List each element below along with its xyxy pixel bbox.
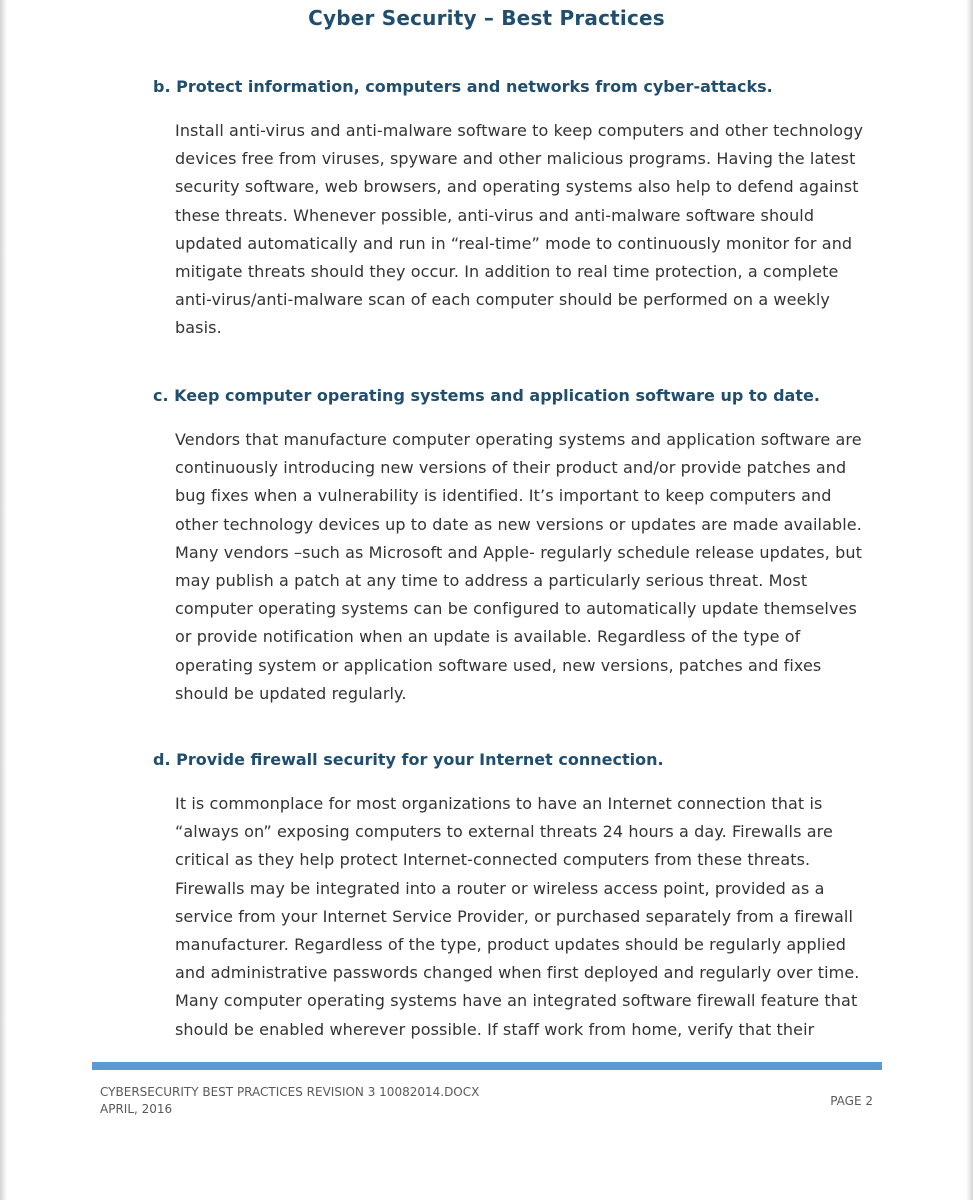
page-edge-right bbox=[966, 0, 973, 1200]
page-edge-left bbox=[0, 0, 7, 1200]
section-heading: b. Protect information, computers and networks from cyber-attacks. bbox=[153, 77, 773, 96]
section-heading: d. Provide firewall security for your Internet connection. bbox=[153, 750, 664, 769]
section-body: Vendors that manufacture computer operating systems and application software are continuously introducing new versions of their product and/or provide patches and bug fixes when a vulnerability is identified. It’s important to keep computers and other technology devices up to date as new versions or updates are made available. Many vendors –such as Microsoft and Apple- regularly schedule release updates, but may publish a patch at any time to address a particularly serious threat. Most computer operating systems can be configured to automatically update themselves or provide notification when an update is available. Regardless of the type of operating system or application software used, new versions, patches and fixes should be updated regularly. bbox=[175, 430, 862, 703]
section-body: It is commonplace for most organizations to have an Internet connection that is “always on” exposing computers to external threats 24 hours a day. Firewalls are critical as they help protect Internet-connected computers from these threats. Firewalls may be integrated into a router or wireless access point, provided as a service from your Internet Service Provider, or purchased separately from a firewall manufacturer. Regardless of the type, product updates should be regularly applied and administrative passwords changed when first deployed and regularly over time. Many computer operating systems have an integrated software firewall feature that should be enabled wherever possible. If staff work from home, verify that their bbox=[175, 794, 860, 1039]
page-title: Cyber Security – Best Practices bbox=[308, 6, 665, 30]
section-heading: c. Keep computer operating systems and application software up to date. bbox=[153, 386, 820, 405]
footer-divider-bar bbox=[92, 1062, 882, 1070]
footer-filename: CYBERSECURITY BEST PRACTICES REVISION 3 10082014.DOCX bbox=[100, 1085, 480, 1099]
section-body: Install anti-virus and anti-malware software to keep computers and other technology devices free from viruses, spyware and other malicious programs. Having the latest security software, web browsers, and operating systems also help to defend against these threats. Whenever possible, anti-virus and anti-malware software should updated automatically and run in “real-time” mode to continuously monitor for and mitigate threats should they occur. In addition to real time protection, a complete anti-virus/anti-malware scan of each computer should be performed on a weekly basis. bbox=[175, 121, 864, 338]
footer-date: APRIL, 2016 bbox=[100, 1102, 173, 1116]
footer-page-number: PAGE 2 bbox=[830, 1094, 873, 1108]
